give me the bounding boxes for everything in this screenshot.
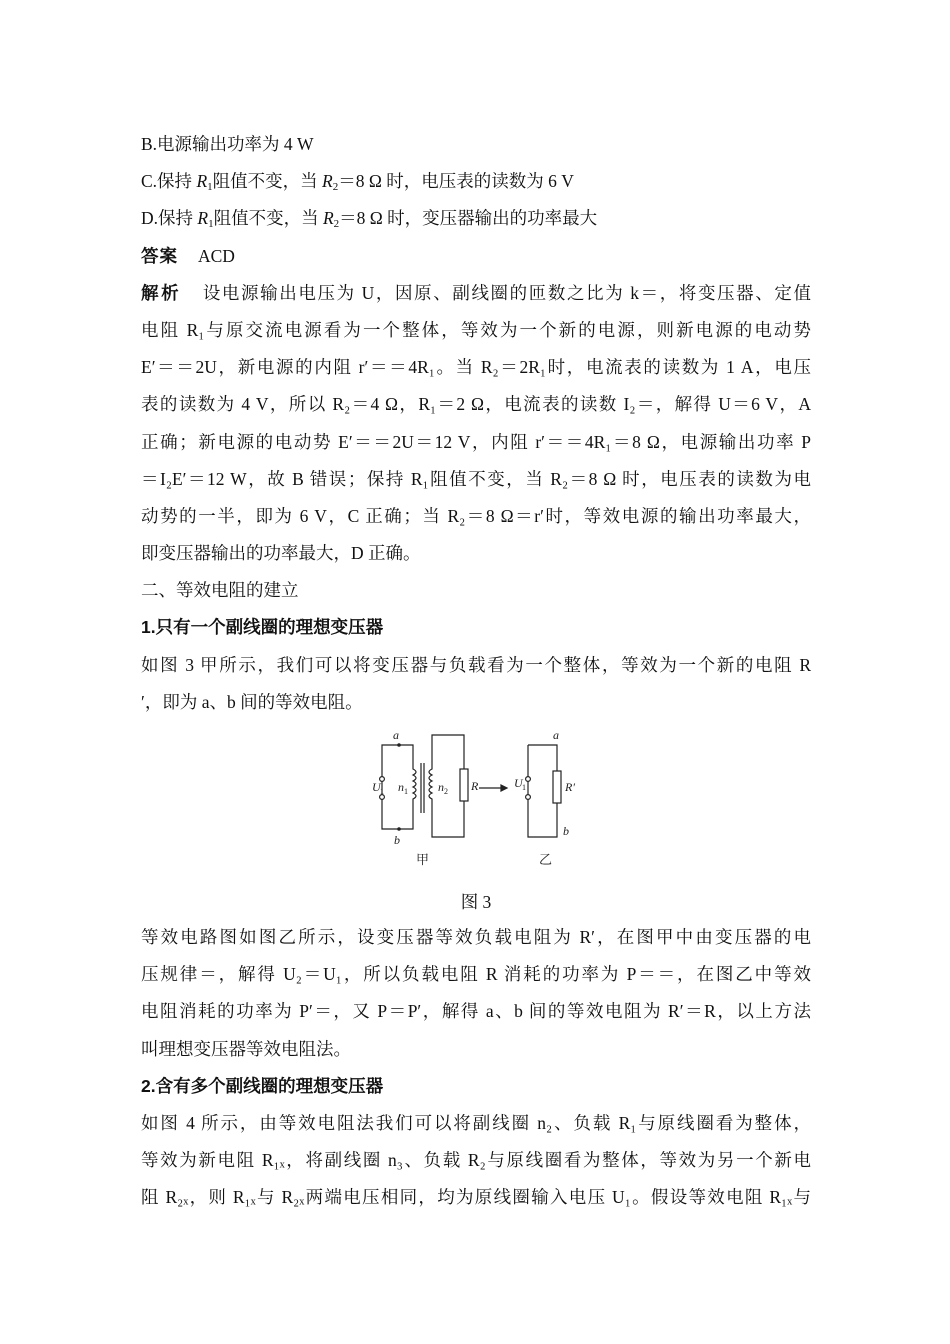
- answer-value: ACD: [198, 245, 235, 266]
- analysis-line-6: ＝I₂E′＝12 W，故 B 错误；保持 R₁阻值不变，当 R₂＝8 Ω 时，电压表的读数为电: [141, 468, 811, 489]
- paragraph-2-line-3: 电阻消耗的功率为 P′＝，又 P＝P′，解得 a、b 间的等效电阻为 R′＝R，以上方法: [141, 1001, 811, 1022]
- section-title: 二、等效电阻的建立: [141, 580, 299, 601]
- circuit-diagram: [371, 727, 591, 887]
- figure-caption: 图 3: [460, 892, 492, 912]
- label-u1-sub-2: 1: [522, 783, 526, 792]
- subsection-2-heading: 2.含有多个副线圈的理想变压器: [141, 1075, 384, 1096]
- analysis-line-1: 解析 设电源输出电压为 U，因原、副线圈的匝数之比为 k＝，将变压器、定值: [141, 282, 811, 303]
- document-page: [141, 126, 811, 1217]
- analysis-label: 解析: [141, 282, 182, 303]
- subsection-1-text-1: 如图 3 甲所示，我们可以将变压器与负载看为一个整体，等效为一个新的电阻 R: [141, 654, 811, 675]
- label-b: b: [394, 833, 400, 847]
- label-r: R: [471, 779, 479, 793]
- label-a-2: a: [553, 728, 559, 742]
- subsection-2-line-2: 等效为新电阻 R₁ₓ，将副线圈 n₃、负载 R₂与原线圈看为整体，等效为另一个新电: [141, 1150, 811, 1171]
- analysis-line-8: 即变压器输出的功率最大，D 正确。: [141, 543, 421, 564]
- paragraph-2-line-4: 叫理想变压器等效电阻法。: [141, 1038, 351, 1059]
- paragraph-2-line-1: 等效电路图如图乙所示，设变压器等效负载电阻为 R′，在图甲中由变压器的电: [141, 927, 811, 947]
- figure-3: [141, 727, 811, 887]
- subsection-2-line-1: 如图 4 所示，由等效电阻法我们可以将副线圈 n₂、负载 R₁与原线圈看为整体，: [141, 1112, 811, 1133]
- option-c: C.保持 $R_1$阻值不变，当 $R_2=8$ Ω 时，电压表的读数为 6 V: [141, 171, 574, 194]
- label-n1-sub: 1: [404, 787, 408, 796]
- analysis-line-3: E′＝＝2U，新电源的内阻 r′＝＝4R₁。当 R₂＝2R₁时，电流表的读数为 1 A，电压: [141, 357, 811, 378]
- label-r-prime: R′: [565, 780, 575, 794]
- analysis-line-2: 电阻 R₁与原交流电源看为一个整体，等效为一个新的电源，则新电源的电动势: [141, 319, 811, 340]
- label-a: a: [393, 728, 399, 742]
- secondary-coil: [429, 735, 464, 837]
- label-u1: U: [372, 780, 381, 794]
- node-a: [397, 743, 401, 747]
- analysis-line-5: 正确；新电源的电动势 E′＝＝2U＝12 V，内阻 r′＝＝4R₁＝8 Ω，电源输出功率 P: [141, 431, 811, 452]
- resistor-r-prime: [553, 771, 561, 803]
- answer-label: 答案: [141, 245, 178, 266]
- subsection-2-line-3: 阻 R₂ₓ，则 R₁ₓ与 R₂ₓ两端电压相同，均为原线圈输入电压 U₁。假设等效电阻 R₁ₓ与: [141, 1187, 811, 1208]
- node-b: [397, 827, 401, 831]
- answer-line: [141, 238, 811, 275]
- label-n2: n: [438, 780, 444, 794]
- subsection-1-text-2: ′，即为 a、b 间的等效电阻。: [141, 691, 363, 712]
- label-u1-sub: 1: [380, 787, 384, 796]
- terminal-top-2: [526, 777, 531, 782]
- option-d: D.保持 $R_1$阻值不变，当 $R_2=8$ Ω 时，变压器输出的功率最大: [141, 208, 598, 231]
- analysis-line-7: 动势的一半，即为 6 V，C 正确；当 R₂＝8 Ω＝r′时，等效电源的输出功率最大，: [141, 505, 811, 526]
- label-n2-sub: 2: [444, 787, 448, 796]
- label-jia: 甲: [416, 852, 430, 867]
- label-u1-2: U: [514, 776, 523, 790]
- resistor-r: [460, 769, 468, 801]
- terminal-bottom-2: [526, 795, 531, 800]
- arrow-head: [501, 785, 507, 791]
- paragraph-2-line-2: 压规律＝，解得 U₂＝U₁，所以负载电阻 R 消耗的功率为 P＝＝，在图乙中等效: [141, 964, 811, 985]
- label-n1: n: [398, 780, 404, 794]
- subsection-1-heading: 1.只有一个副线圈的理想变压器: [141, 617, 384, 638]
- label-yi: 乙: [539, 852, 553, 867]
- option-b: B.电源输出功率为 4 W: [141, 134, 314, 154]
- analysis-line-4: 表的读数为 4 V，所以 R₂＝4 Ω，R₁＝2 Ω，电流表的读数 I₂＝，解得 U＝6 V，A: [141, 394, 811, 415]
- primary-wire: [382, 745, 399, 829]
- label-b-2: b: [563, 824, 569, 838]
